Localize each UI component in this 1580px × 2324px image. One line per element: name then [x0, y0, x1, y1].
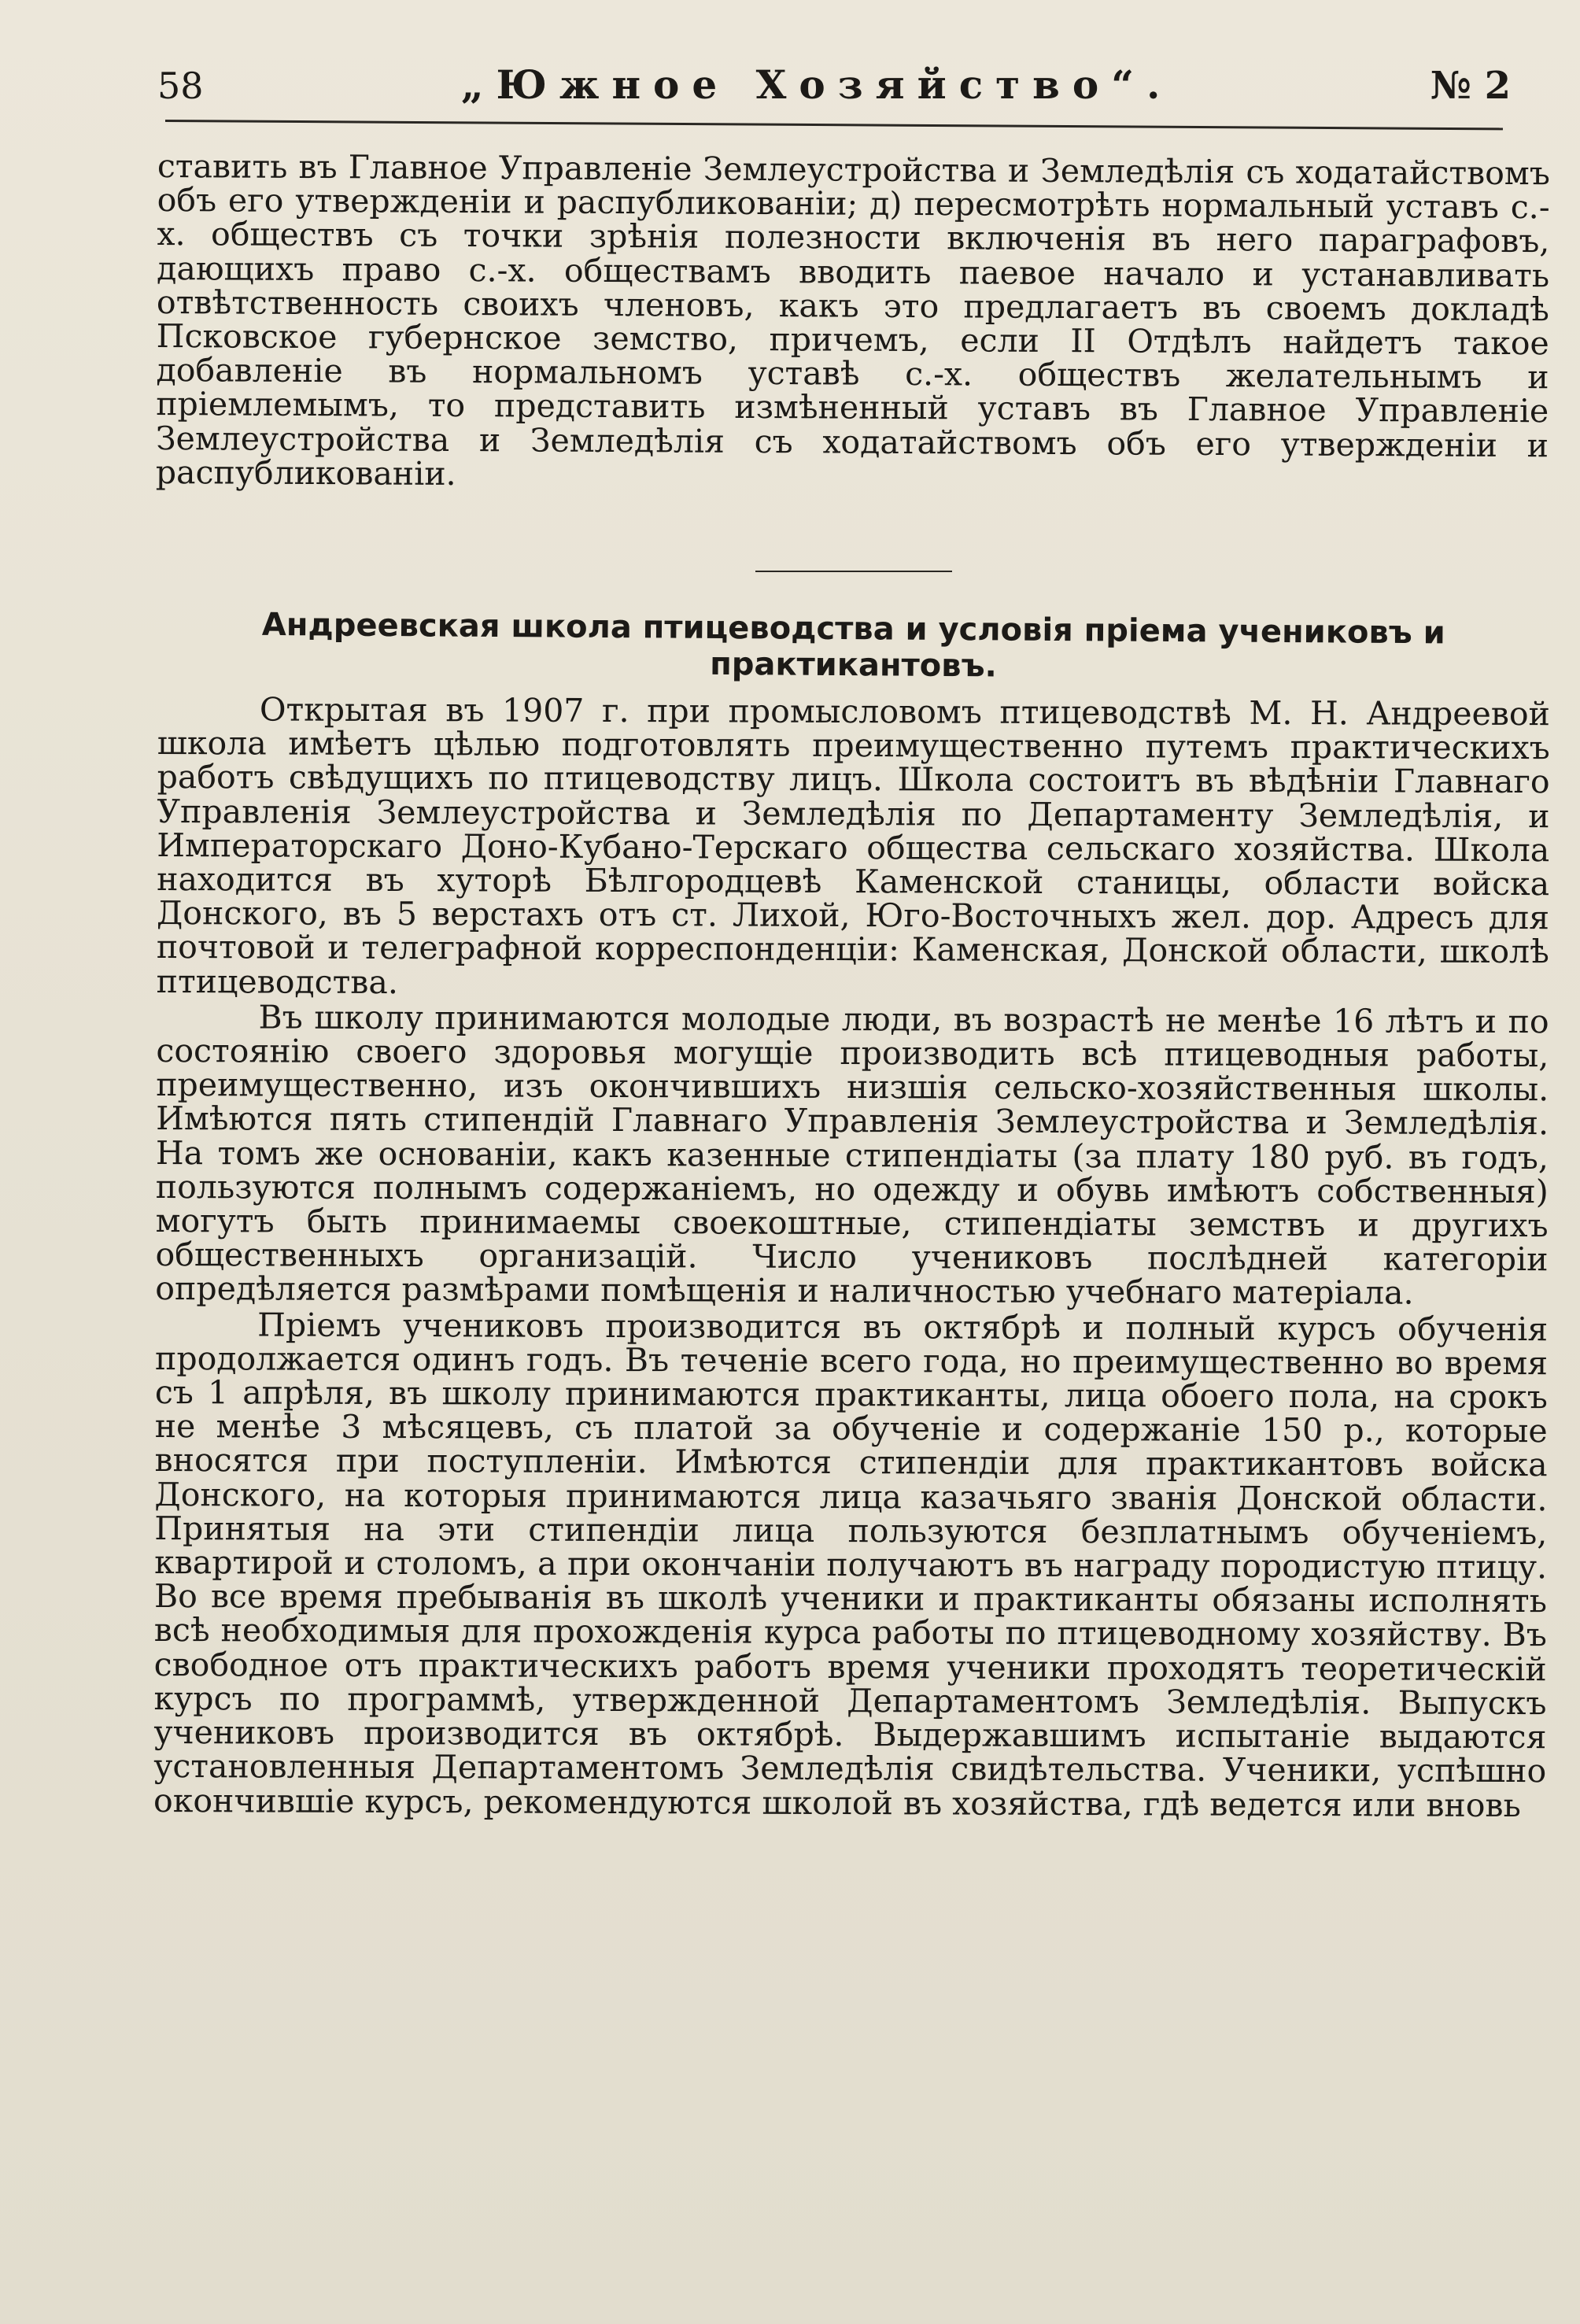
- issue-number: № 2: [1430, 64, 1511, 108]
- header-rule: [165, 120, 1503, 130]
- section-divider: [755, 571, 952, 572]
- running-header: [157, 61, 1511, 116]
- continued-text-block: [155, 147, 1550, 497]
- article-paragraph-1: Открытая въ 1907 г. при промысловомъ птицеводствѣ М. Н. Андреевой школа имѣетъ цѣлью подготовлять преимущественно путемъ практическихъ работъ свѣдущихъ по птицеводству лицъ. Школа состоитъ въ вѣдѣніи Главнаго Управленія Землеустройства и Земледѣлія по Департаменту Земледѣлія, и Императорскаго Доно-Кубано-Терскаго общества сельскаго хозяйства. Школа находится въ хуторѣ Бѣлгородцевѣ Каменской станицы, области войска Донского, въ 5 верстахъ отъ ст. Лихой, Юго-Восточныхъ жел. дор. Адресъ для почтовой и телеграфной корреспонденціи: Каменская, Донской области, школѣ птицеводства.: [156, 690, 1550, 1001]
- article-paragraph-2: Въ школу принимаются молодые люди, въ возрастѣ не менѣе 16 лѣтъ и по состоянію своего здоровья могущіе производить всѣ птицеводныя работы, преимущественно, изъ окончившихъ низшія сельско-хозяйственныя школы. Имѣются пять стипендій Главнаго Управленія Землеустройства и Земледѣлія. На томъ же основаніи, какъ казенные стипендіаты (за плату 180 руб. въ годъ, пользуются полнымъ содержаніемъ, но одежду и обувь имѣютъ собственныя) могутъ быть принимаемы своекоштные, стипендіаты земствъ и другихъ общественныхъ организацій. Число учениковъ послѣдней категоріи опредѣляется размѣрами помѣщенія и наличностью учебнаго матеріала.: [155, 998, 1549, 1313]
- journal-title: „Южное Хозяйство“.: [460, 61, 1173, 108]
- article-paragraph-3: Пріемъ учениковъ производится въ октябрѣ и полный курсъ обученія продолжается одинъ годъ. Въ теченіе всего года, но преимущественно во время съ 1 апрѣля, въ школу принимаются практиканты, лица обоего пола, на срокъ не менѣе 3 мѣсяцевъ, съ платой за обученіе и содержаніе 150 р., которые вносятся при поступленіи. Имѣются стипендіи для практикантовъ войска Донского, на которыя принимаются лица казачьяго званія Донской области. Принятыя на эти стипендіи лица пользуются безплатнымъ обученіемъ, квартирой и столомъ, а при окончаніи получаютъ въ награду породистую птицу. Во все время пребыванія въ школѣ ученики и практиканты обязаны исполнять всѣ необходимыя для прохожденія курса работы по птицеводному хозяйству. Въ свободное отъ практическихъ работъ время ученики проходятъ теоретическій курсъ по программѣ, утвержденной Департаментомъ Земледѣлія. Выпускъ учениковъ производится въ октябрѣ. Выдержавшимъ испытаніе выдаются установленныя Департаментомъ Земледѣлія свидѣтельства. Ученики, успѣшно окончившіе курсъ, рекомендуются школой въ хозяйства, гдѣ ведется или вновь: [153, 1306, 1549, 1824]
- article-body: [153, 690, 1550, 1824]
- continued-paragraph: ставить въ Главное Управленіе Землеустройства и Земледѣлія съ ходатайствомъ объ его утвержденіи и распубликованіи; д) пересмотрѣть нормальный уставъ с.-х. обществъ съ точки зрѣнія полезности включенія въ него параграфовъ, дающихъ право с.-х. обществамъ вводить паевое начало и устанавливать отвѣтственность своихъ членовъ, какъ это предлагаетъ въ своемъ докладѣ Псковское губернское земство, причемъ, если II Отдѣлъ найдетъ такое добавленіе въ нормальномъ уставѣ с.-х. обществъ желательнымъ и пріемлемымъ, то представить измѣненный уставъ въ Главное Управленіе Землеустройства и Земледѣлія съ ходатайствомъ объ его утвержденіи и распубликованіи.: [155, 147, 1550, 493]
- page-number: 58: [157, 65, 204, 107]
- article-title: Андреевская школа птицеводства и условія пріема учениковъ и практикантовъ.: [261, 606, 1445, 685]
